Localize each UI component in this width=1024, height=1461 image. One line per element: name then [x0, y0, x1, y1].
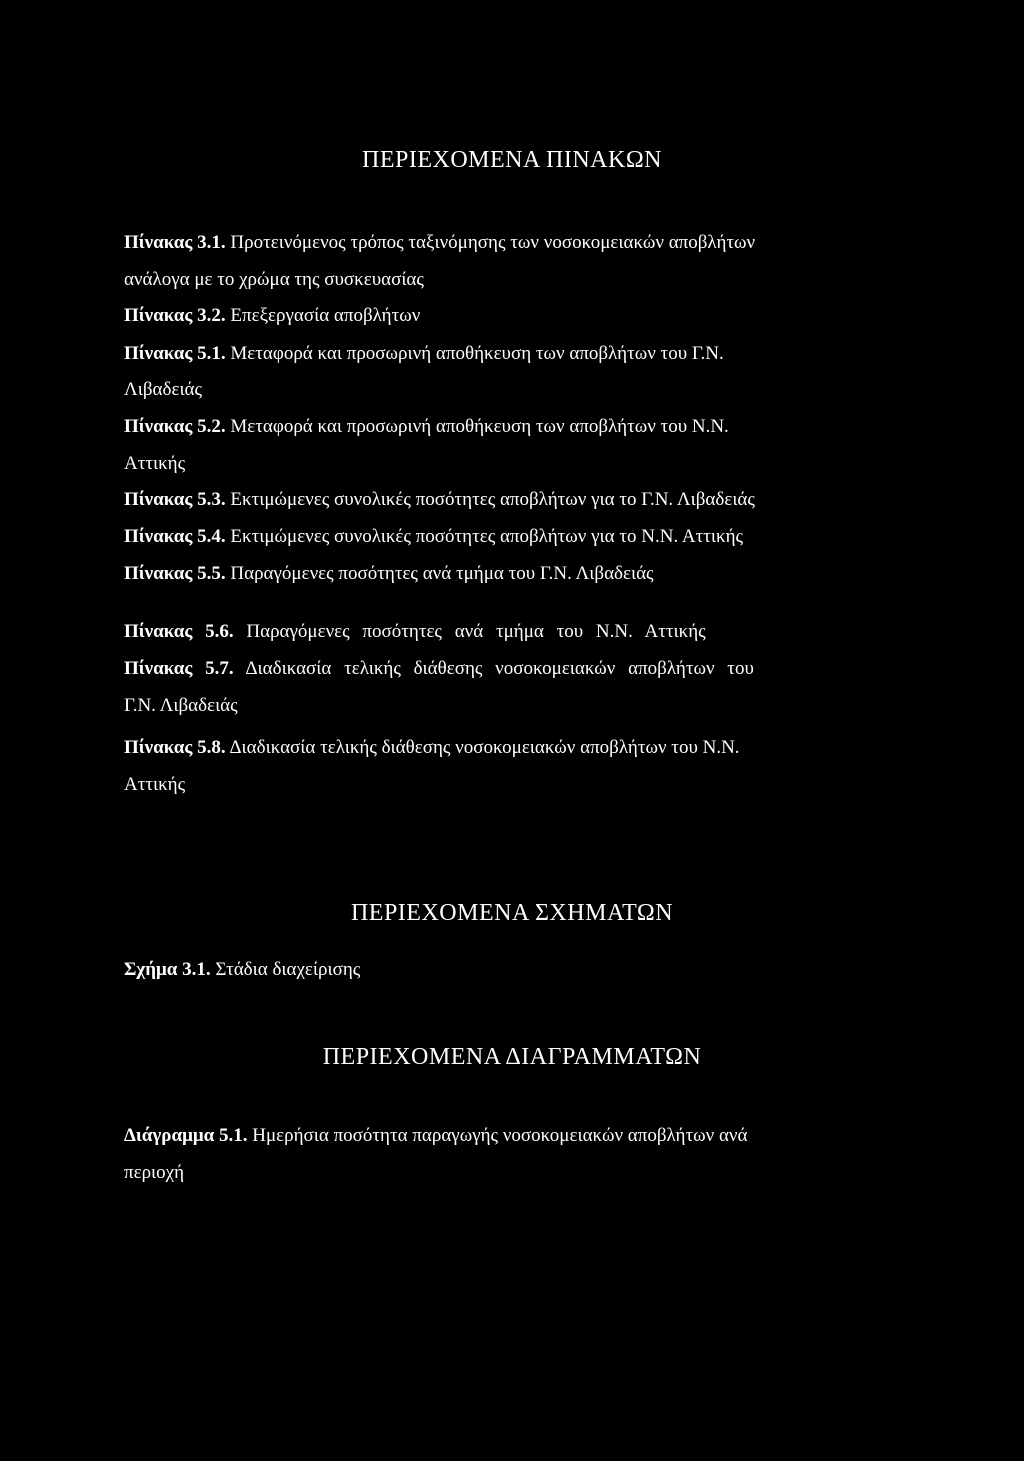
entry-continuation: Γ.Ν. Λιβαδειάς [124, 695, 238, 716]
toc-entry-table-5-5[interactable] [124, 562, 654, 586]
entry-label: Πίνακας 3.2. [124, 305, 226, 326]
diagrams-heading: ΠΕΡΙΕΧΟΜΕΝΑ ΔΙΑΓΡΑΜΜΑΤΩΝ [322, 1044, 702, 1070]
entry-continuation: Αττικής [124, 774, 186, 795]
entry-label: Πίνακας 5.5. [124, 563, 226, 584]
entry-text: Παραγόμενες ποσότητες ανά τμήμα του Γ.Ν. Λιβαδειάς [230, 563, 654, 584]
toc-entry-diagram-5-1[interactable] [124, 1124, 747, 1148]
entry-text: Επεξεργασία αποβλήτων [230, 305, 421, 326]
tables-heading: ΠΕΡΙΕΧΟΜΕΝΑ ΠΙΝΑΚΩΝ [362, 147, 662, 173]
toc-entry-table-5-2[interactable] [124, 415, 729, 439]
toc-entry-table-5-7[interactable] [124, 657, 754, 681]
toc-entry-table-5-8[interactable] [124, 736, 740, 760]
entry-text: Εκτιμώμενες συνολικές ποσότητες αποβλήτων για το Ν.Ν. Αττικής [230, 526, 744, 547]
entry-continuation: περιοχή [124, 1162, 185, 1183]
entry-text: Παραγόμενες ποσότητες ανά τμήμα του Ν.Ν. Αττικής [246, 621, 706, 642]
entry-text: Μεταφορά και προσωρινή αποθήκευση των αποβλήτων του Γ.Ν. [230, 343, 724, 364]
entry-label: Σχήμα 3.1. [124, 959, 211, 980]
entry-text: Διαδικασία τελικής διάθεσης νοσοκομειακών αποβλήτων του Ν.Ν. [229, 737, 740, 758]
toc-entry-table-5-6[interactable] [124, 620, 706, 644]
entry-label: Πίνακας 5.2. [124, 416, 226, 437]
entry-continuation: ανάλογα με το χρώμα της συσκευασίας [124, 269, 424, 290]
toc-entry-figure-3-1[interactable] [124, 958, 360, 982]
toc-entry-table-5-1[interactable] [124, 342, 724, 366]
entry-label: Διάγραμμα 5.1. [124, 1125, 248, 1146]
entry-label: Πίνακας 5.4. [124, 526, 226, 547]
entry-label: Πίνακας 3.1. [124, 232, 226, 253]
entry-label: Πίνακας 5.1. [124, 343, 226, 364]
entry-text: Ημερήσια ποσότητα παραγωγής νοσοκομειακών αποβλήτων ανά [252, 1125, 748, 1146]
entry-label: Πίνακας 5.6. [124, 621, 234, 642]
toc-entry-table-3-1[interactable] [124, 231, 755, 255]
figures-heading: ΠΕΡΙΕΧΟΜΕΝΑ ΣΧΗΜΑΤΩΝ [350, 900, 674, 926]
entry-continuation: Λιβαδειάς [124, 379, 203, 400]
entry-text: Μεταφορά και προσωρινή αποθήκευση των αποβλήτων του Ν.Ν. [230, 416, 729, 437]
toc-entry-table-5-3[interactable] [124, 488, 755, 512]
toc-entry-table-5-4[interactable] [124, 525, 743, 549]
entry-continuation: Αττικής [124, 453, 186, 474]
entry-text: Στάδια διαχείρισης [215, 959, 361, 980]
entry-label: Πίνακας 5.8. [124, 737, 226, 758]
entry-label: Πίνακας 5.3. [124, 489, 226, 510]
entry-text: Διαδικασία τελικής διάθεσης νοσοκομειακών αποβλήτων του [245, 658, 754, 679]
entry-text: Προτεινόμενος τρόπος ταξινόμησης των νοσοκομειακών αποβλήτων [230, 232, 756, 253]
entry-text: Εκτιμώμενες συνολικές ποσότητες αποβλήτων για το Γ.Ν. Λιβαδειάς [230, 489, 755, 510]
toc-entry-table-3-2[interactable] [124, 304, 420, 328]
entry-label: Πίνακας 5.7. [124, 658, 234, 679]
